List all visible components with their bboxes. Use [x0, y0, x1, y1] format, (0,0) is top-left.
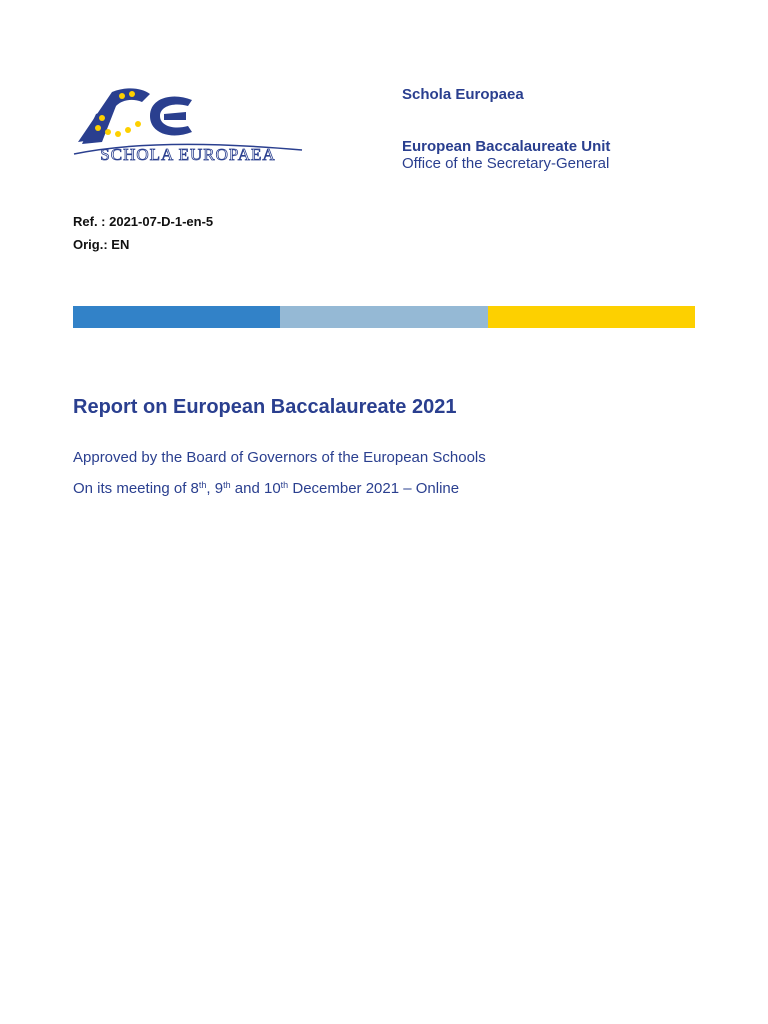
office-name: Office of the Secretary-General [402, 155, 610, 172]
meeting-statement: On its meeting of 8th, 9th and 10th December 2021 – Online [73, 480, 460, 497]
band-segment-light-blue [280, 306, 487, 328]
document-title: Report on European Baccalaureate 2021 [73, 396, 457, 418]
logo-wordmark: SCHOLA EUROPAEA [100, 145, 276, 164]
band-segment-yellow [488, 306, 695, 328]
original-language: Orig.: EN [73, 237, 130, 252]
organisation-name: Schola Europaea [402, 86, 524, 103]
unit-name: European Baccalaureate Unit [402, 138, 611, 155]
color-band [73, 306, 695, 328]
band-segment-blue [73, 306, 280, 328]
reference-number: Ref. : 2021-07-D-1-en-5 [73, 214, 214, 229]
schola-europaea-logo [72, 84, 304, 168]
approval-statement: Approved by the Board of Governors of the European Schools [73, 449, 486, 466]
